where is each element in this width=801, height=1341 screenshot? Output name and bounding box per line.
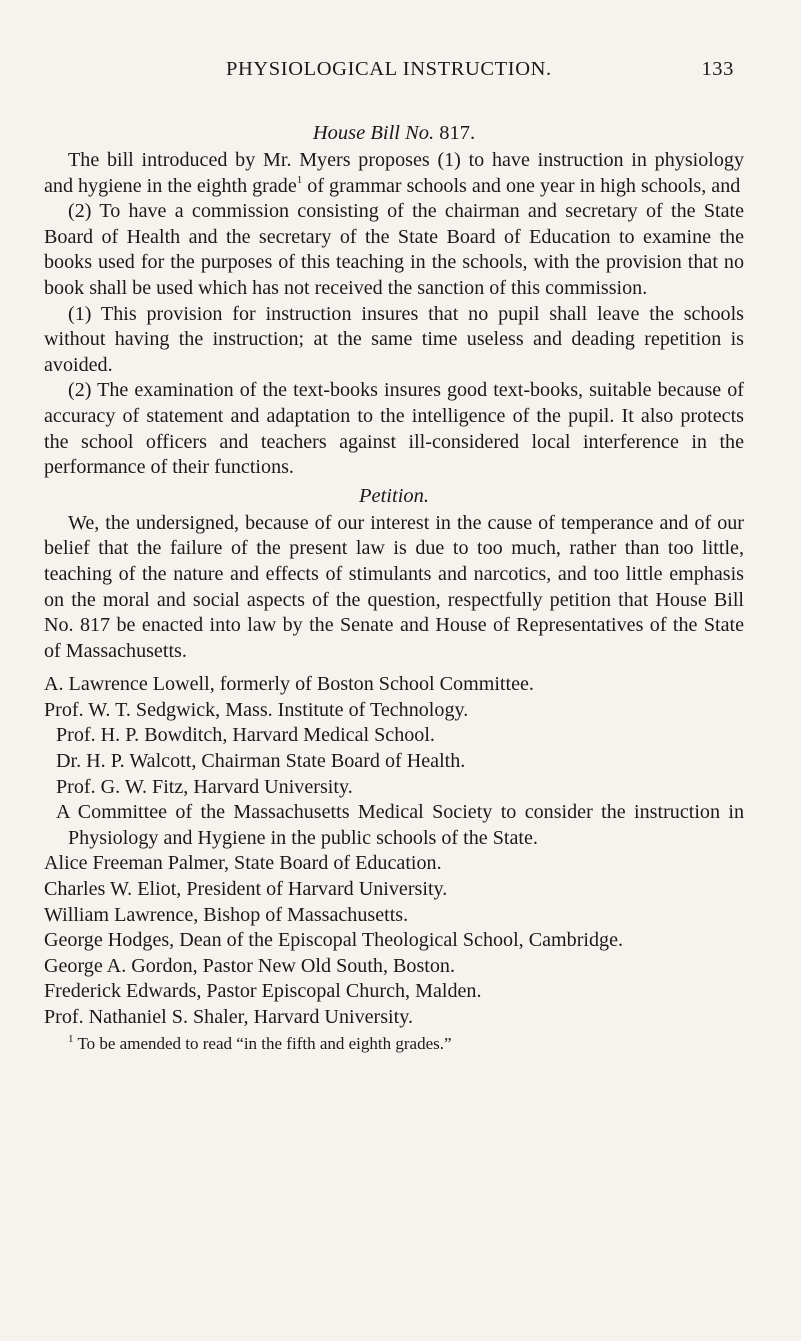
petition-body: We, the undersigned, because of our interest in the cause of temperance and of our belief that the failure of the present law is due to too much, rather than too little, teaching of the nature and effects of stimulants and narcotics, and too little emphasis on the moral and social aspects of the question, respectfully petition that House Bill No. 817 be enacted into law by the Senate and House of Representatives of the State of Massachusetts.: [44, 511, 744, 662]
bill-heading: [44, 118, 744, 148]
signatory: Prof. H. P. Bowditch, Harvard Medical School.: [56, 724, 435, 747]
signatory: Dr. H. P. Walcott, Chairman State Board of Health.: [56, 750, 466, 773]
bill-paragraph-1-a: The bill introduced by Mr. Myers proposes (1) to have instruction in physiology and hygiene in the eighth grade: [44, 149, 744, 197]
footnote-reference: 1: [296, 173, 303, 186]
bill-heading-italic: House Bill No.: [312, 122, 435, 144]
footnote-text: To be amended to read “in the fifth and eighth grades.”: [73, 1033, 452, 1053]
signatory: George Hodges, Dean of the Episcopal Theological School, Cambridge.: [44, 929, 624, 952]
bill-heading-number: 817.: [434, 122, 476, 144]
bill-paragraph-2: (2) To have a commission consisting of the chairman and secretary of the State Board of Health and the secretary of the State Board of Education to examine the books used for the purposes of this teaching in the schools, with the provision that no book shall be used which has not received the sanction of this commission.: [44, 200, 744, 299]
signatory-list: [44, 672, 744, 1030]
signatory: Prof. G. W. Fitz, Harvard University.: [56, 775, 353, 798]
signatory: Alice Freeman Palmer, State Board of Education.: [44, 852, 442, 875]
signatory: Prof. W. T. Sedgwick, Mass. Institute of Technology.: [44, 698, 469, 721]
running-head: [44, 58, 744, 84]
running-head-title: PHYSIOLOGICAL INSTRUCTION.: [226, 58, 552, 80]
signatory: A Committee of the Massachusetts Medical Society to consider the instruction in Physiology and Hygiene in the public schools of the State.: [56, 801, 744, 849]
signatory: Charles W. Eliot, President of Harvard University.: [44, 878, 448, 901]
footnote-marker: 1: [68, 1032, 74, 1045]
signatory: William Lawrence, Bishop of Massachusetts.: [44, 903, 409, 926]
signatory: Frederick Edwards, Pastor Episcopal Church, Malden.: [44, 980, 482, 1003]
footnote: [44, 1033, 744, 1055]
bill-paragraph-1-b: of grammar schools and one year in high schools, and: [302, 174, 741, 197]
signatory: George A. Gordon, Pastor New Old South, Boston.: [44, 954, 455, 977]
bill-paragraph-4: (2) The examination of the text-books insures good text-books, suitable because of accuracy of statement and adaptation to the intelligence of the pupil. It also protects the school officers and teachers against ill-considered local interference in the performance of their functions.: [44, 379, 744, 479]
signatory: A. Lawrence Lowell, formerly of Boston School Committee.: [44, 673, 534, 696]
page-content: [44, 118, 744, 1055]
bill-paragraph-3: (1) This provision for instruction insures that no pupil shall leave the schools without having the instruction; at the same time useless and deading repetition is avoided.: [44, 302, 744, 376]
petition-heading: Petition.: [358, 484, 430, 507]
spacer: [44, 664, 744, 672]
signatory: Prof. Nathaniel S. Shaler, Harvard University.: [44, 1006, 413, 1028]
bill-paragraph-1: [44, 148, 744, 199]
page-number: 133: [701, 58, 734, 80]
